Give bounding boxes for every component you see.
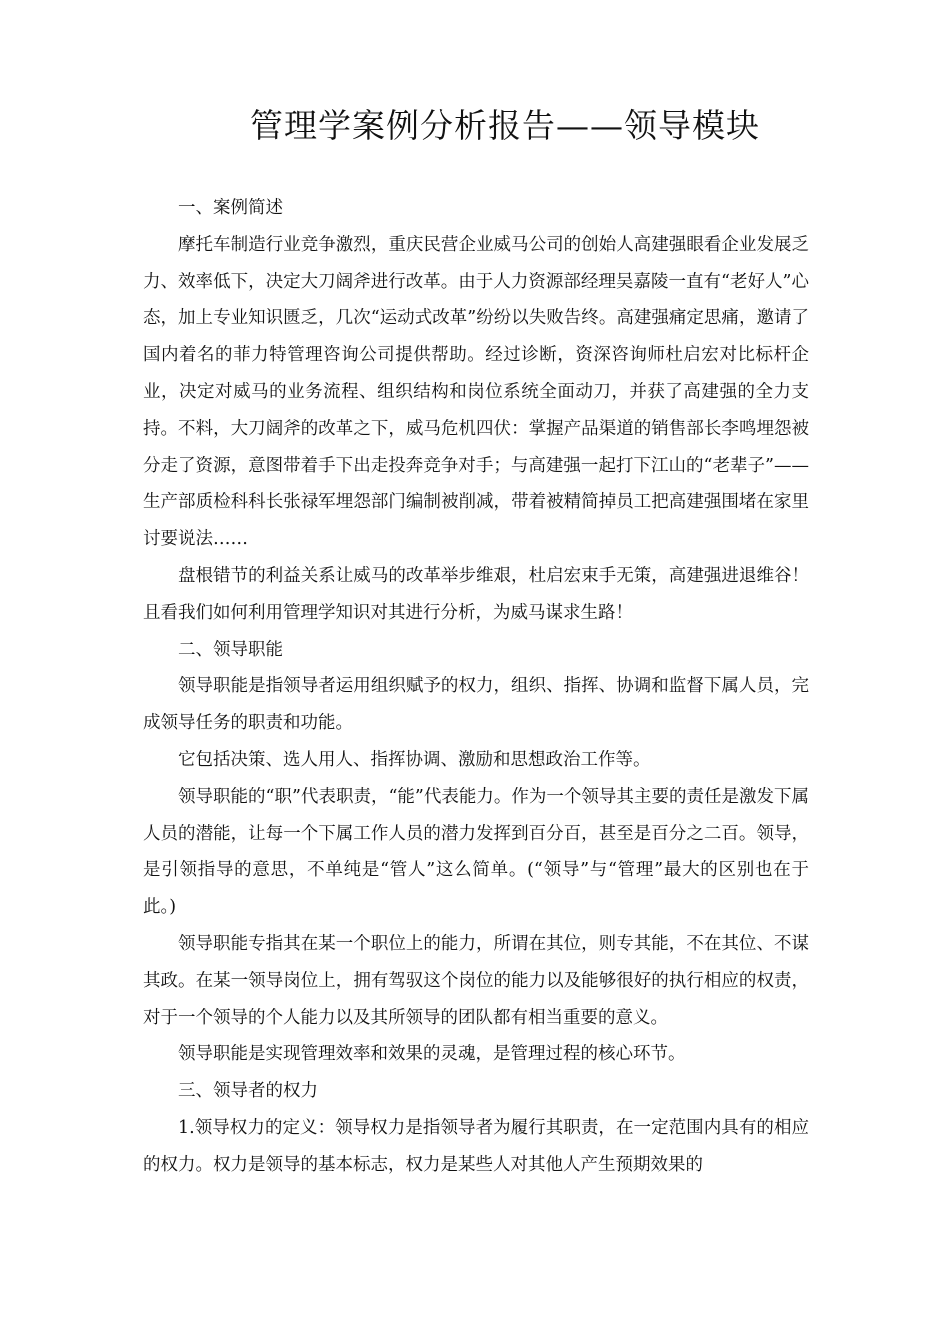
paragraph-function-meaning: 领导职能的“职”代表职责，“能”代表能力。作为一个领导其主要的责任是激发下属人员的潜能，让每一个下属工作人员的潜力发挥到百分百，甚至是百分之二百。领导，是引领指导的意思，不单纯是“管人”这么简单。(“领导”与“管理”最大的区别也在于此。) [143,786,809,918]
paragraph-function-core: 领导职能是实现管理效率和效果的灵魂，是管理过程的核心环节。 [178,1044,686,1065]
document-title: 管理学案例分析报告——领导模块 [250,106,760,145]
heading-leader-power: 三、领导者的权力 [178,1081,318,1102]
document-body [143,190,809,1184]
heading-case-summary: 一、案例简述 [178,198,283,218]
paragraph-case-description: 摩托车制造行业竞争激烈，重庆民营企业威马公司的创始人高建强眼看企业发展乏力、效率低下，决定大刀阔斧进行改革。由于人力资源部经理吴嘉陵一直有“老好人”心态，加上专业知识匮乏，几次“运动式改革”纷纷以失败告终。高建强痛定思痛，邀请了国内着名的菲力特管理咨询公司提供帮助。经过诊断，资深咨询师杜启宏对比标杆企业，决定对威马的业务流程、组织结构和岗位系统全面动刀，并获了高建强的全力支持。不料，大刀阔斧的改革之下，威马危机四伏：掌握产品渠道的销售部长李鸣埋怨被分走了资源，意图带着手下出走投奔竞争对手；与高建强一起打下江山的“老辈子”——生产部质检科科长张禄军埋怨部门编制被削减，带着被精简掉员工把高建强围堵在家里讨要说法…… [143,234,809,550]
paragraph-case-outlook: 盘根错节的利益关系让威马的改革举步维艰，杜启宏束手无策，高建强进退维谷！且看我们如何利用管理学知识对其进行分析，为威马谋求生路！ [143,565,809,623]
paragraph-function-position: 领导职能专指其在某一个职位上的能力，所谓在其位，则专其能，不在其位、不谋其政。在某一领导岗位上，拥有驾驭这个岗位的能力以及能够很好的执行相应的权责，对于一个领导的个人能力以及其所领导的团队都有相当重要的意义。 [143,933,809,1028]
paragraph-function-contents: 它包括决策、选人用人、指挥协调、激励和思想政治工作等。 [178,749,651,770]
heading-leadership-function: 二、领导职能 [178,639,283,660]
paragraph-function-definition: 领导职能是指领导者运用组织赋予的权力，组织、指挥、协调和监督下属人员，完成领导任务的职责和功能。 [143,676,809,734]
paragraph-power-definition: 1.领导权力的定义：领导权力是指领导者为履行其职责，在一定范围内具有的相应的权力。权力是领导的基本标志，权力是某些人对其他人产生预期效果的 [143,1117,809,1175]
